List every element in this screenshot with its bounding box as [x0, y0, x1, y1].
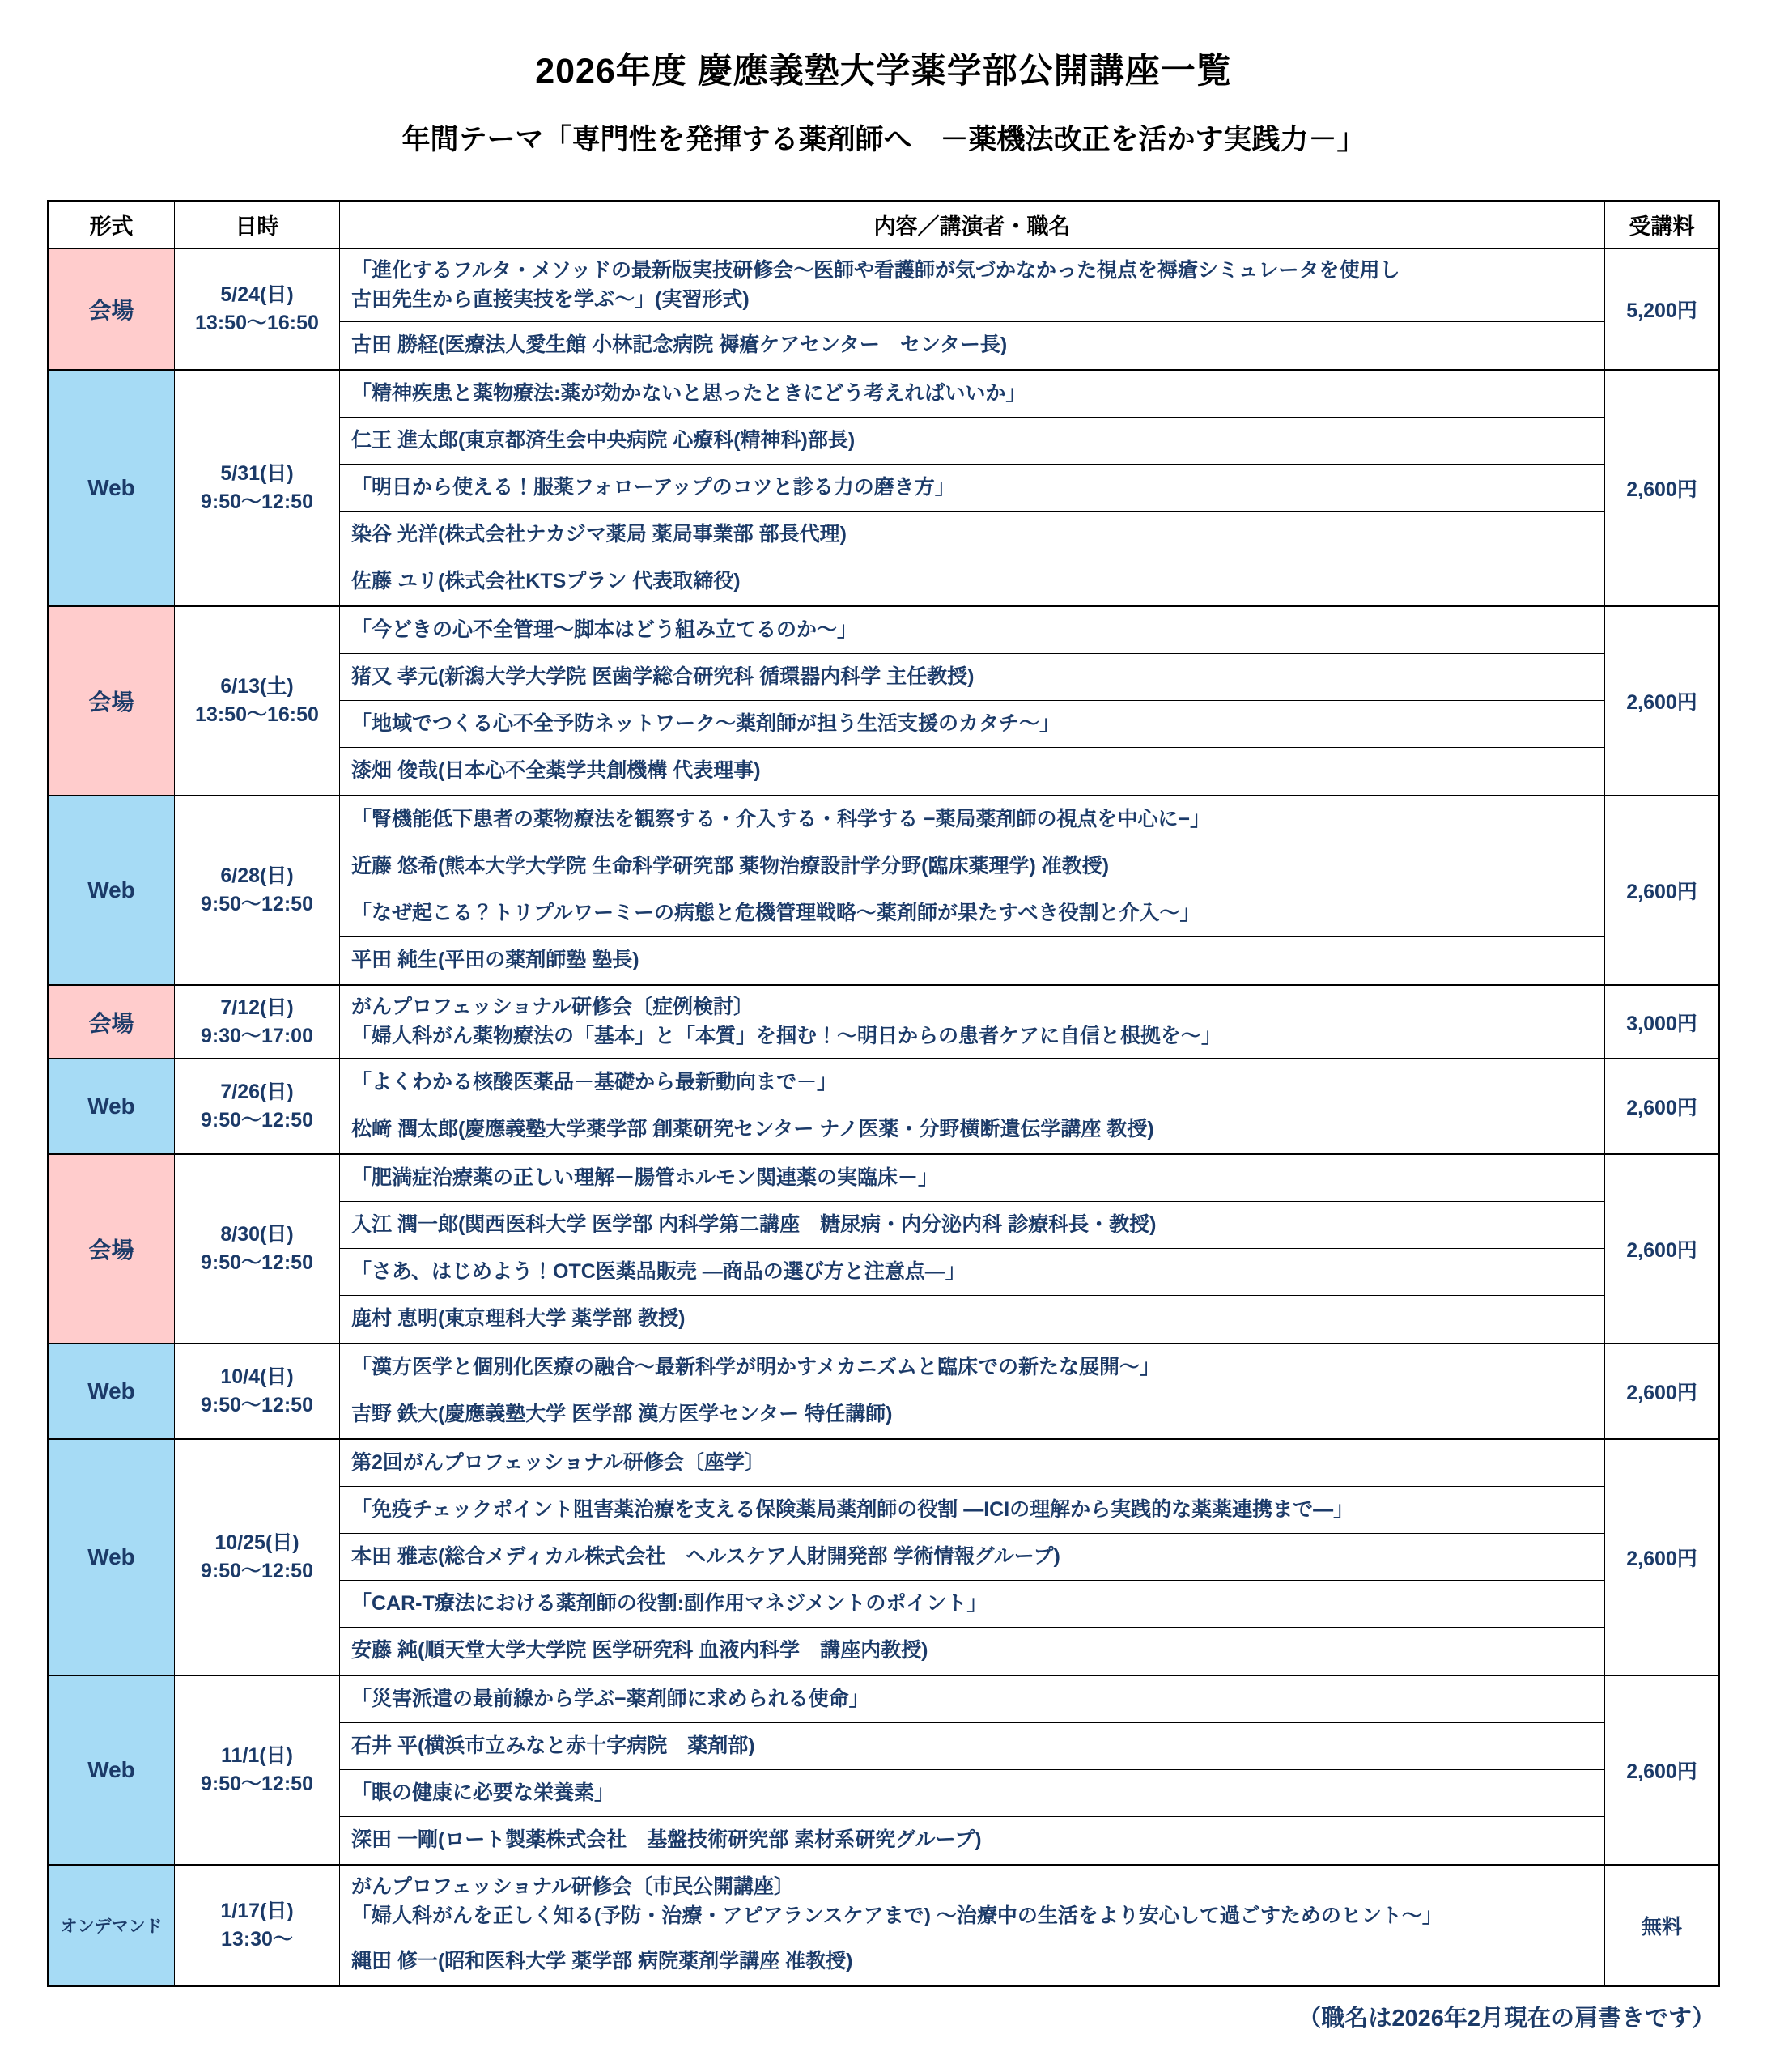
time-text: 9:50～12:50: [201, 1109, 313, 1132]
course-row: [49, 1059, 1718, 1155]
lecture-title-entry: [340, 249, 1604, 322]
time-text: 9:50～12:50: [201, 1251, 313, 1274]
time-text: 13:50～16:50: [195, 312, 319, 334]
time-text: 9:50～12:50: [201, 1394, 313, 1416]
course-table: [47, 200, 1720, 1987]
course-row: [49, 1155, 1718, 1344]
speaker-entry: [340, 322, 1604, 369]
lecture-title-entry: [340, 1676, 1604, 1723]
content-cell: [340, 249, 1605, 369]
speaker-line: 鹿村 恵明(東京理科大学 薬学部 教授): [351, 1307, 686, 1331]
lecture-title-line: 「よくわかる核酸医薬品－基礎から最新動向まで－」: [351, 1070, 838, 1093]
content-cell: [340, 371, 1605, 605]
time-text: 13:50～16:50: [195, 703, 319, 726]
speaker-entry: [340, 937, 1604, 984]
fee-cell: 2,600円: [1626, 1239, 1697, 1262]
time-text: 9:50～12:50: [201, 893, 313, 915]
course-row: [49, 249, 1718, 371]
lecture-title-line: 「今どきの心不全管理～脚本はどう組み立てるのか～」: [351, 618, 858, 641]
speaker-entry: [340, 748, 1604, 795]
lecture-title-line: 「精神疾患と薬物療法:薬が効かないと思ったときにどう考えればいいか」: [351, 381, 1026, 405]
fee-cell: 2,600円: [1626, 1382, 1697, 1404]
speaker-entry: [340, 654, 1604, 701]
content-cell: [340, 986, 1605, 1058]
fee-cell: 2,600円: [1626, 691, 1697, 714]
speaker-line: 入江 潤一郎(関西医科大学 医学部 内科学第二講座 糖尿病・内分泌内科 診療科長・教授): [351, 1212, 1157, 1236]
course-row: [49, 1440, 1718, 1676]
speaker-entry: [340, 1817, 1604, 1864]
course-row: [49, 607, 1718, 796]
header-content: 内容／講演者・職名: [340, 202, 1605, 248]
lecture-title-entry: [340, 1155, 1604, 1202]
speaker-entry: [340, 1106, 1604, 1153]
speaker-line: 猪又 孝元(新潟大学大学院 医歯学総合研究科 循環器内科学 主任教授): [351, 664, 975, 688]
lecture-title-line: 「なぜ起こる？トリプルワーミーの病態と危機管理戦略～薬剤師が果たすべき役割と介入～」: [351, 901, 1200, 924]
date-text: 7/12(日): [220, 996, 294, 1019]
header-datetime: 日時: [175, 202, 340, 248]
time-text: 9:30～17:00: [201, 1024, 313, 1047]
lecture-title-entry: [340, 607, 1604, 654]
lecture-title-entry: [340, 1440, 1604, 1487]
speaker-entry: [340, 1723, 1604, 1770]
date-text: 11/1(日): [221, 1744, 293, 1767]
format-cell: Web: [49, 371, 175, 605]
speaker-entry: [340, 1938, 1604, 1985]
datetime-cell: [175, 371, 340, 605]
format-cell: 会場: [49, 249, 175, 369]
time-text: 9:50～12:50: [201, 490, 313, 513]
lecture-title-line: 「災害派遣の最前線から学ぶ−薬剤師に求められる使命」: [351, 1687, 869, 1710]
format-cell: Web: [49, 796, 175, 984]
fee-cell: 2,600円: [1626, 478, 1697, 501]
time-text: 9:50～12:50: [201, 1560, 313, 1582]
speaker-line: 縄田 修一(昭和医科大学 薬学部 病院薬剤学講座 准教授): [351, 1950, 853, 1973]
datetime-cell: [175, 986, 340, 1058]
content-cell: [340, 607, 1605, 795]
lecture-title-entry: [340, 1770, 1604, 1817]
datetime-cell: [175, 1676, 340, 1864]
datetime-cell: [175, 249, 340, 369]
content-cell: [340, 1059, 1605, 1153]
lecture-title-entry: [340, 796, 1604, 843]
time-text: 13:30～: [221, 1928, 293, 1951]
table-header-row: [49, 202, 1718, 249]
speaker-line: 近藤 悠希(熊本大学大学院 生命科学研究部 薬物治療設計学分野(臨床薬理学) 准教授): [351, 854, 1110, 877]
course-row: [49, 1344, 1718, 1440]
lecture-title-line: 「婦人科がん薬物療法の「基本」と「本質」を掴む！～明日からの患者ケアに自信と根拠を～」: [351, 1024, 1222, 1047]
lecture-title-line: 第2回がんプロフェッショナル研修会〔座学〕: [351, 1450, 765, 1474]
content-cell: [340, 1866, 1605, 1985]
datetime-cell: [175, 1155, 340, 1343]
course-row: [49, 1866, 1718, 1985]
datetime-cell: [175, 1344, 340, 1438]
speaker-line: 石井 平(横浜市立みなと赤十字病院 薬剤部): [351, 1734, 755, 1757]
header-fee: 受講料: [1629, 214, 1695, 239]
speaker-entry: [340, 558, 1604, 605]
format-cell: Web: [49, 1344, 175, 1438]
fee-cell: 3,000円: [1626, 1012, 1697, 1035]
format-cell: 会場: [49, 607, 175, 795]
table-body: [49, 249, 1718, 1985]
header-format: 形式: [49, 202, 175, 248]
course-row: [49, 796, 1718, 986]
date-text: 1/17(日): [220, 1900, 294, 1922]
fee-cell: 2,600円: [1626, 1097, 1697, 1119]
speaker-entry: [340, 512, 1604, 558]
format-cell: Web: [49, 1059, 175, 1153]
lecture-title-entry: [340, 890, 1604, 937]
format-cell: オンデマンド: [49, 1866, 175, 1985]
course-row: [49, 371, 1718, 607]
lecture-title-entry: [340, 1581, 1604, 1628]
course-row: [49, 1676, 1718, 1866]
lecture-title-entry: [340, 1487, 1604, 1534]
date-text: 6/13(土): [220, 675, 294, 698]
lecture-title-line: がんプロフェッショナル研修会〔症例検討〕: [351, 996, 754, 1018]
fee-cell: 2,600円: [1626, 881, 1697, 903]
lecture-title-line: 「明日から使える！服薬フォローアップのコツと診る力の磨き方」: [351, 475, 955, 499]
format-cell: 会場: [49, 986, 175, 1058]
date-text: 10/4(日): [220, 1365, 294, 1388]
speaker-entry: [340, 1534, 1604, 1581]
speaker-line: 仁王 進太郎(東京都済生会中央病院 心療科(精神科)部長): [351, 428, 856, 452]
speaker-line: 染谷 光洋(株式会社ナカジマ薬局 薬局事業部 部長代理): [351, 522, 847, 546]
speaker-line: 漆畑 俊哉(日本心不全薬学共創機構 代表理事): [351, 759, 761, 783]
format-cell: Web: [49, 1676, 175, 1864]
datetime-cell: [175, 1440, 340, 1675]
date-text: 7/26(日): [220, 1081, 294, 1103]
format-cell: 会場: [49, 1155, 175, 1343]
speaker-entry: [340, 1391, 1604, 1438]
lecture-title-entry: [340, 986, 1604, 1058]
speaker-entry: [340, 1202, 1604, 1249]
content-cell: [340, 1440, 1605, 1675]
date-text: 8/30(日): [220, 1223, 294, 1246]
lecture-title-line: 「免疫チェックポイント阻害薬治療を支える保険薬局薬剤師の役割 —ICIの理解から実践的な薬薬連携まで—」: [351, 1497, 1354, 1521]
lecture-title-entry: [340, 1249, 1604, 1296]
page-subtitle: 年間テーマ「専門性を発揮する薬剤師へ －薬機法改正を活かす実践力－」: [401, 124, 1366, 155]
lecture-title-entry: [340, 1059, 1604, 1106]
lecture-title-entry: [340, 371, 1604, 418]
speaker-line: 安藤 純(順天堂大学大学院 医学研究科 血液内科学 講座内教授): [351, 1639, 928, 1662]
lecture-title-line: 「進化するフルタ・メソッドの最新版実技研修会～医師や看護師が気づかなかった視点を褥瘡シミュレータを使用し: [351, 259, 1400, 282]
date-text: 5/31(日): [220, 462, 294, 485]
page-title: 2026年度 慶應義塾大学薬学部公開講座一覧: [535, 52, 1232, 91]
date-text: 5/24(日): [220, 283, 294, 306]
datetime-cell: [175, 1059, 340, 1153]
fee-cell: 2,600円: [1626, 1760, 1697, 1783]
fee-cell: 2,600円: [1626, 1548, 1697, 1570]
datetime-cell: [175, 1866, 340, 1985]
lecture-title-entry: [340, 1344, 1604, 1391]
speaker-line: 松﨑 潤太郎(慶應義塾大学薬学部 創薬研究センター ナノ医薬・分野横断遺伝学講座 教授): [351, 1118, 1154, 1141]
lecture-title-entry: [340, 465, 1604, 512]
course-row: [49, 986, 1718, 1059]
speaker-line: 古田 勝経(医療法人愛生館 小林記念病院 褥瘡ケアセンター センター長): [351, 333, 1008, 357]
lecture-title-line: 「さあ、はじめよう！OTC医薬品販売 —商品の選び方と注意点—」: [351, 1259, 966, 1283]
lecture-title-line: 「眼の健康に必要な栄養素」: [351, 1781, 615, 1804]
speaker-entry: [340, 1628, 1604, 1675]
lecture-title-line: 「漢方医学と個別化医療の融合～最新科学が明かすメカニズムと臨床での新たな展開～」: [351, 1355, 1161, 1378]
content-cell: [340, 1676, 1605, 1864]
speaker-line: 平田 純生(平田の薬剤師塾 塾長): [351, 949, 639, 972]
time-text: 9:50～12:50: [201, 1773, 313, 1795]
datetime-cell: [175, 607, 340, 795]
fee-cell: 無料: [1641, 1916, 1682, 1938]
lecture-title-line: 古田先生から直接実技を学ぶ～」(実習形式): [351, 287, 750, 311]
speaker-line: 佐藤 ユリ(株式会社KTSプラン 代表取締役): [351, 570, 741, 593]
lecture-title-line: 「婦人科がんを正しく知る(予防・治療・アピアランスケアまで) ～治療中の生活をより安心して過ごすためのヒント～」: [351, 1904, 1442, 1927]
format-cell: Web: [49, 1440, 175, 1675]
speaker-line: 深田 一剛(ロート製薬株式会社 基盤技術研究部 素材系研究グループ): [351, 1828, 982, 1852]
content-cell: [340, 796, 1605, 984]
speaker-entry: [340, 418, 1604, 465]
lecture-title-line: 「地域でつくる心不全予防ネットワーク～薬剤師が担う生活支援のカタチ～」: [351, 711, 1060, 735]
lecture-title-line: 「腎機能低下患者の薬物療法を観察する・介入する・科学する −薬局薬剤師の視点を中心に−」: [351, 807, 1211, 830]
speaker-line: 本田 雅志(総合メディカル株式会社 ヘルスケア人財開発部 学術情報グループ): [351, 1544, 1060, 1568]
content-cell: [340, 1155, 1605, 1343]
lecture-title-line: がんプロフェッショナル研修会〔市民公開講座〕: [351, 1875, 795, 1898]
datetime-cell: [175, 796, 340, 984]
speaker-entry: [340, 1296, 1604, 1343]
speaker-line: 吉野 鉄大(慶應義塾大学 医学部 漢方医学センター 特任講師): [351, 1403, 893, 1426]
content-cell: [340, 1344, 1605, 1438]
date-text: 10/25(日): [215, 1531, 299, 1554]
fee-cell: 5,200円: [1626, 299, 1697, 322]
lecture-title-entry: [340, 701, 1604, 748]
date-text: 6/28(日): [220, 864, 294, 887]
lecture-title-line: 「肥満症治療薬の正しい理解－腸管ホルモン関連薬の実臨床－」: [351, 1166, 939, 1189]
lecture-title-line: 「CAR-T療法における薬剤師の役割:副作用マネジメントのポイント」: [351, 1591, 988, 1615]
footnote: （職名は2026年2月現在の肩書きです）: [1298, 2006, 1715, 2032]
lecture-title-entry: [340, 1866, 1604, 1938]
speaker-entry: [340, 843, 1604, 890]
